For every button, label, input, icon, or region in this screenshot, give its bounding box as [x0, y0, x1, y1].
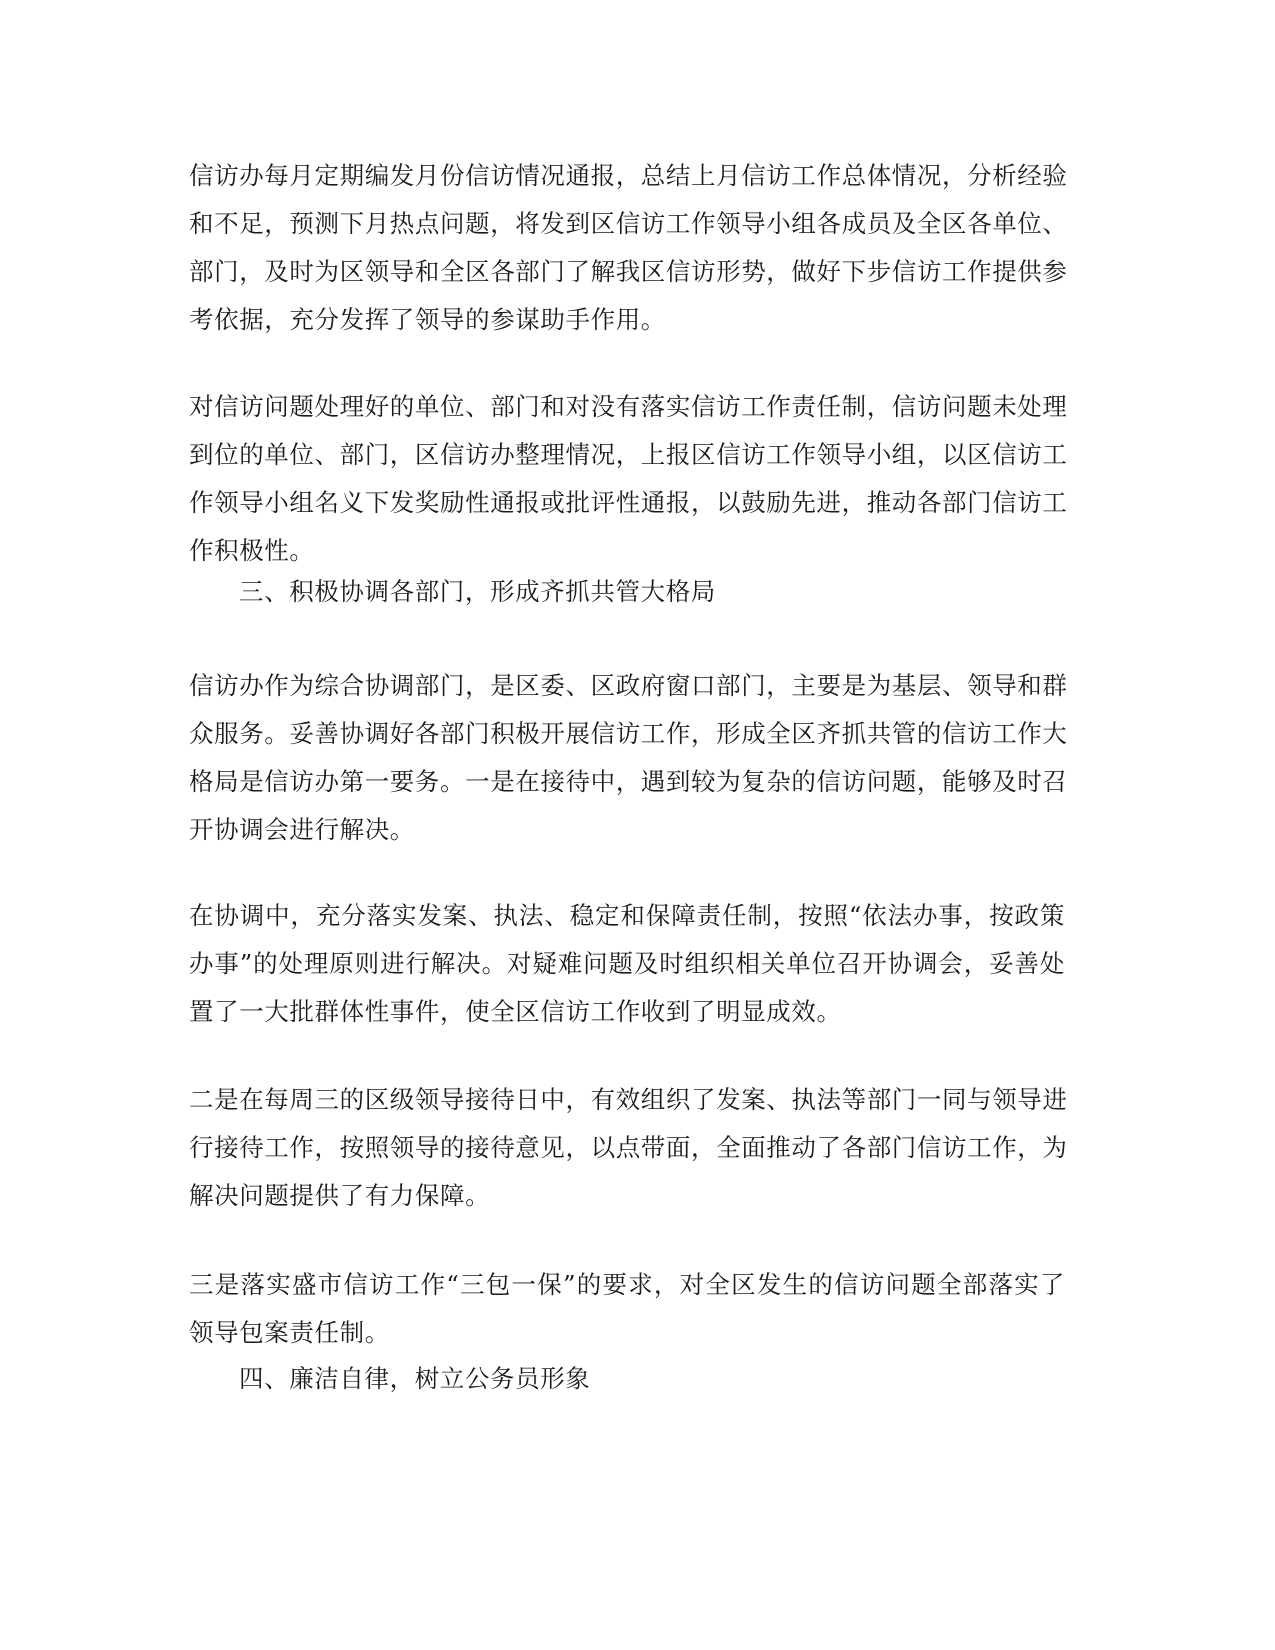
text-line: 领导包案责任制。	[189, 1318, 390, 1347]
text-line: 作积极性。	[189, 536, 315, 565]
text-line: 部门，及时为区领导和全区各部门了解我区信访形势，做好下步信访工作提供参	[189, 257, 1068, 286]
section-heading-three: 三、积极协调各部门，形成齐抓共管大格局	[239, 577, 716, 606]
text-line: 解决问题提供了有力保障。	[189, 1181, 491, 1210]
text-line: 信访办每月定期编发月份信访情况通报，总结上月信访工作总体情况，分析经验	[189, 161, 1068, 190]
paragraph-reception-day	[189, 1076, 1068, 1220]
section-heading-four: 四、廉洁自律，树立公务员形象	[239, 1364, 591, 1393]
paragraph-case-responsibility	[189, 1261, 1065, 1357]
text-line: 在协调中，充分落实发案、执法、稳定和保障责任制，按照“依法办事，按政策	[189, 901, 1065, 930]
text-line: 众服务。妥善协调好各部门积极开展信访工作，形成全区齐抓共管的信访工作大	[189, 719, 1068, 748]
text-line: 开协调会进行解决。	[189, 815, 415, 844]
text-line: 二是在每周三的区级领导接待日中，有效组织了发案、执法等部门一同与领导进	[189, 1085, 1068, 1114]
text-line: 作领导小组名义下发奖励性通报或批评性通报，以鼓励先进，推动各部门信访工	[189, 488, 1068, 517]
paragraph-coordination-results	[189, 892, 1065, 1036]
text-line: 和不足，预测下月热点问题，将发到区信访工作领导小组各成员及全区各单位、	[189, 209, 1068, 238]
text-line: 到位的单位、部门，区信访办整理情况，上报区信访工作领导小组，以区信访工	[189, 440, 1068, 469]
paragraph-reward-criticism	[189, 383, 1068, 575]
text-line: 考依据，充分发挥了领导的参谋助手作用。	[189, 305, 666, 334]
text-line: 格局是信访办第一要务。一是在接待中，遇到较为复杂的信访问题，能够及时召	[189, 767, 1068, 796]
text-line: 置了一大批群体性事件，使全区信访工作收到了明显成效。	[189, 997, 842, 1026]
text-line: 信访办作为综合协调部门，是区委、区政府窗口部门，主要是为基层、领导和群	[189, 671, 1068, 700]
text-line: 对信访问题处理好的单位、部门和对没有落实信访工作责任制，信访问题未处理	[189, 392, 1068, 421]
paragraph-monthly-report	[189, 152, 1068, 344]
text-line: 行接待工作，按照领导的接待意见，以点带面，全面推动了各部门信访工作，为	[189, 1133, 1068, 1162]
text-line: 三是落实盛市信访工作“三包一保”的要求，对全区发生的信访问题全部落实了	[189, 1270, 1065, 1299]
text-line: 办事”的处理原则进行解决。对疑难问题及时组织相关单位召开协调会，妥善处	[189, 949, 1065, 978]
paragraph-coordination-role	[189, 662, 1068, 854]
